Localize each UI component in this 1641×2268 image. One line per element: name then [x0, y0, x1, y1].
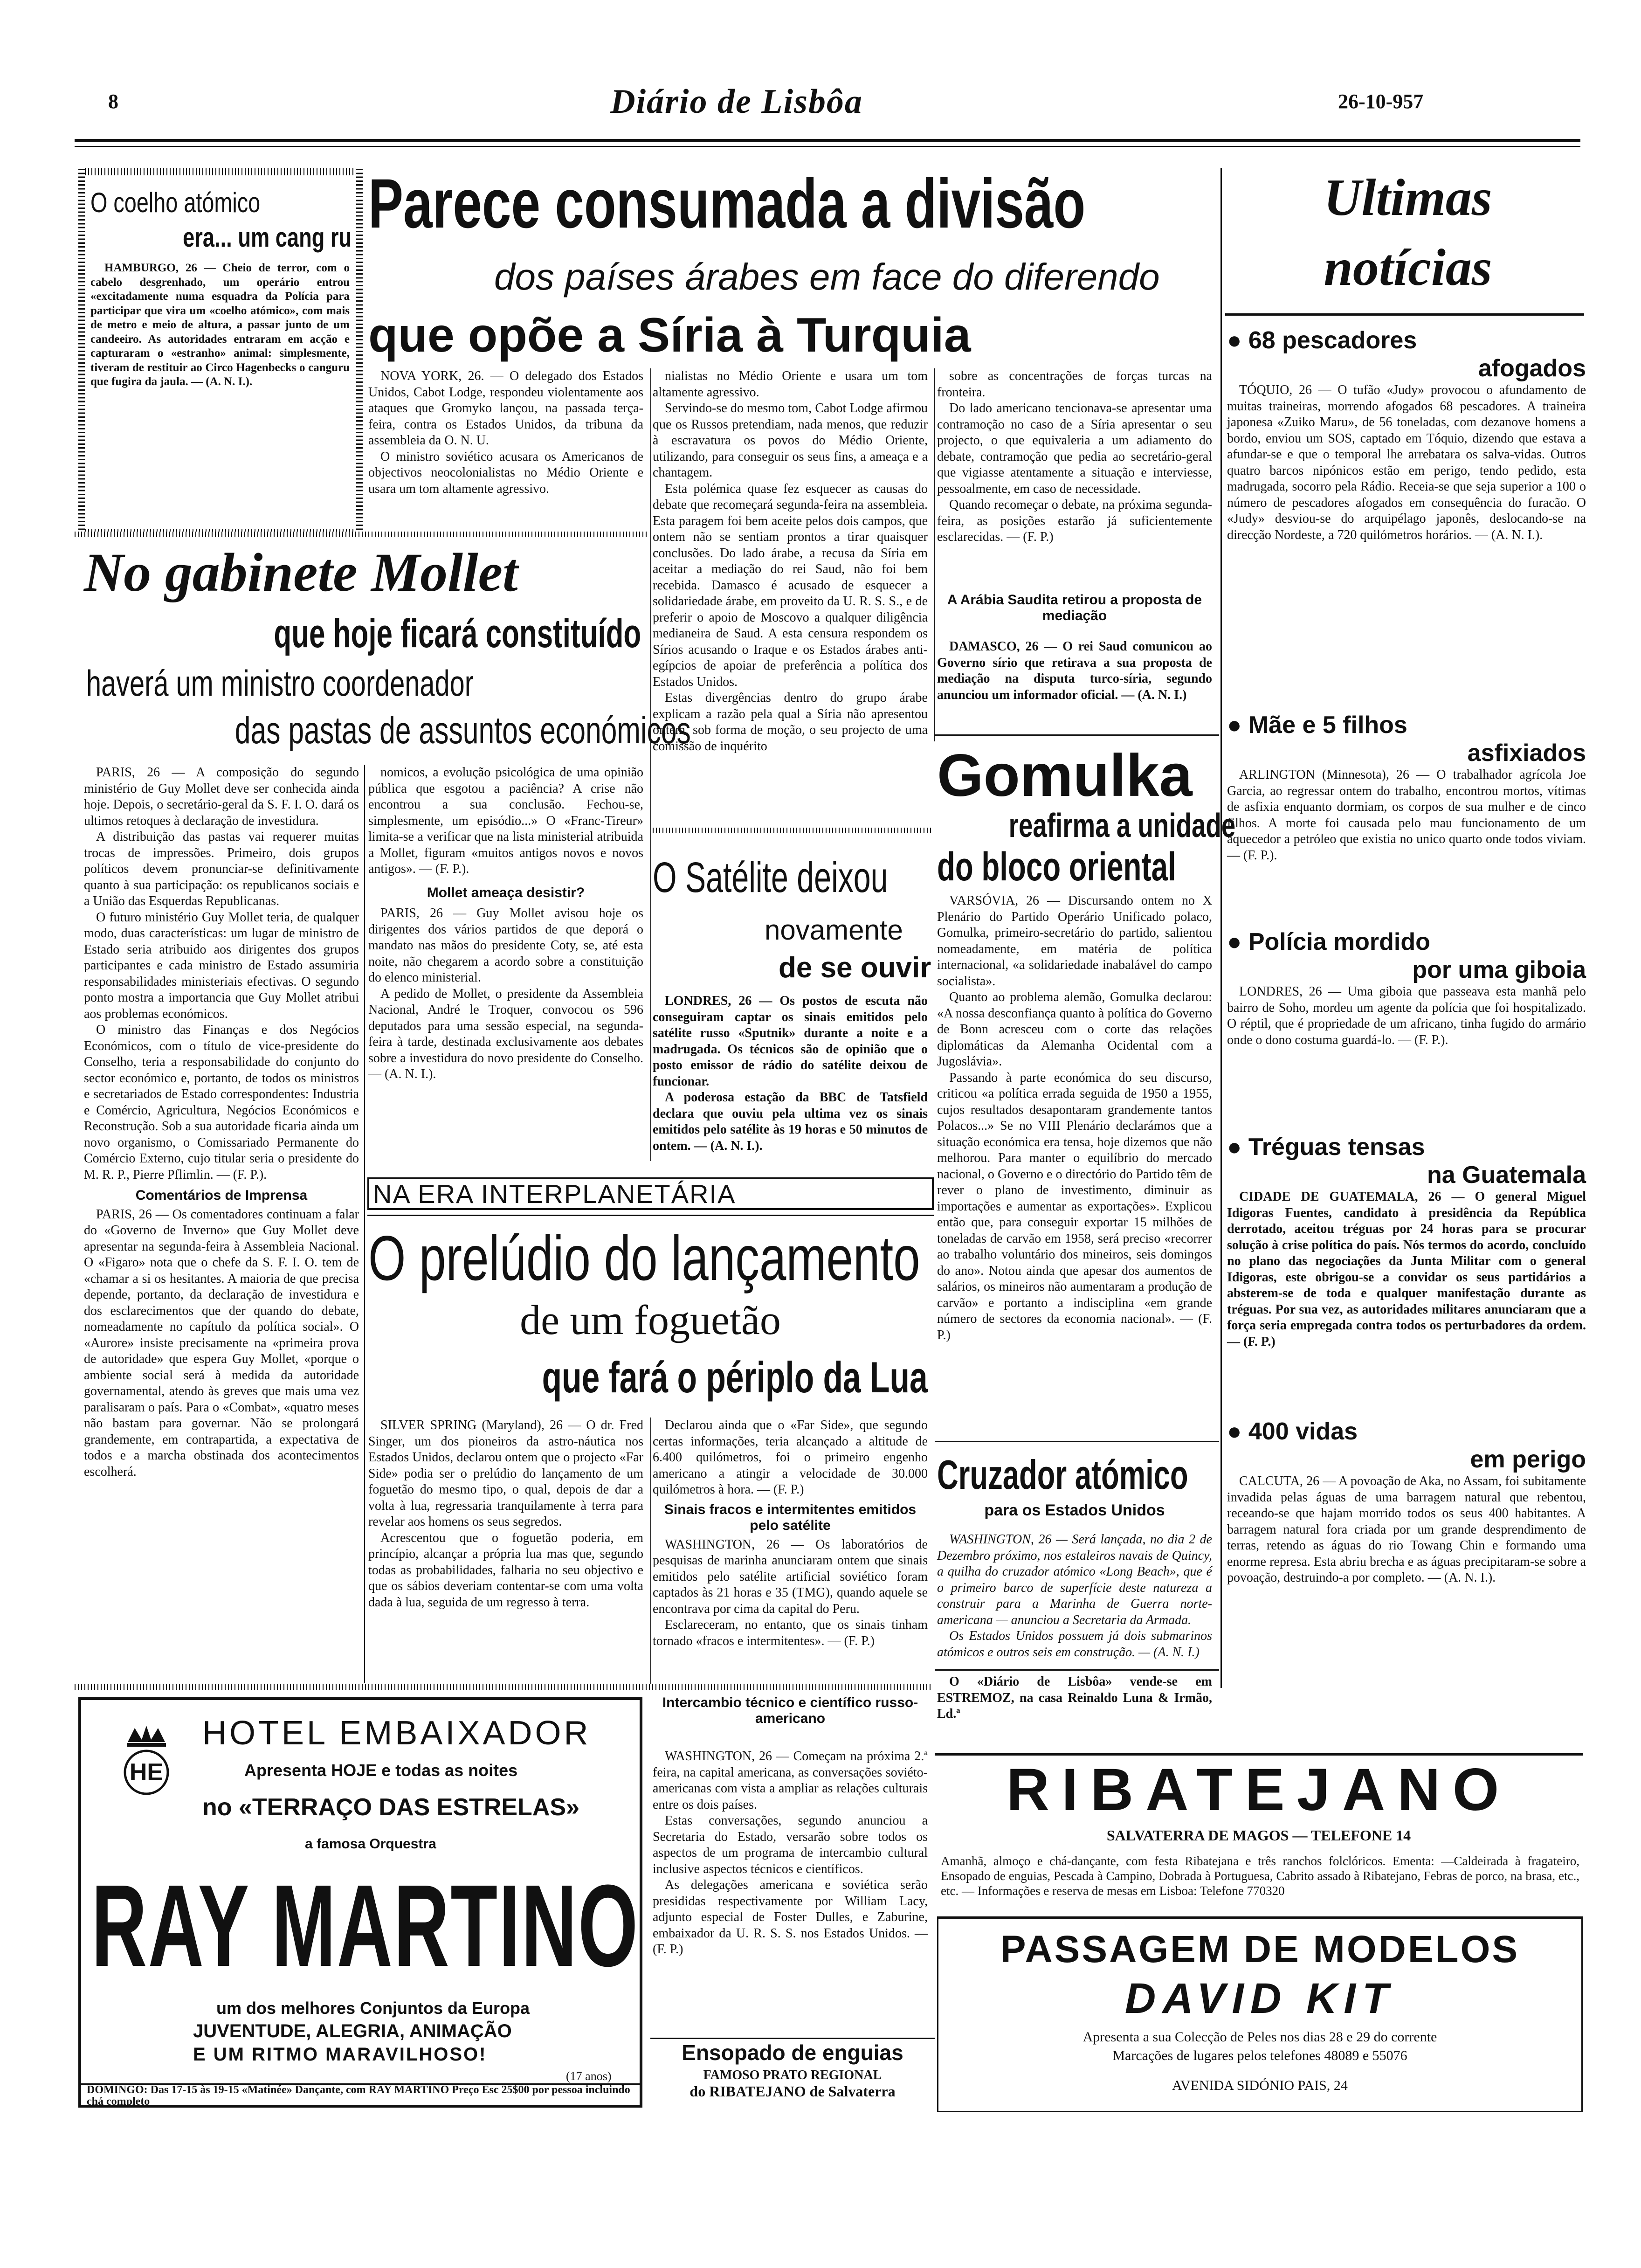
modelos-address: AVENIDA SIDÓNIO PAIS, 24: [1172, 2078, 1348, 2093]
news-item-head-2: afogados: [1478, 355, 1586, 382]
hotel-footer: DOMINGO: Das 17-15 às 19-15 «Matinée» Dançante, com RAY MARTINO Preço Esc 25$00 por pessoa incluindo chá completo: [87, 2084, 630, 2108]
modelos-ad: [937, 1916, 1583, 2112]
siria-headline-2: que opõe a Síria à Turquia: [368, 308, 971, 362]
siria-column-1: [368, 368, 643, 497]
siria-column-2: [653, 368, 928, 754]
paragraph: LONDRES, 26 — Os postos de escuta não conseguiram captar os sinais emitidos pelo satélite russo «Sputnik» durante a noite e a madrugada. Os técnicos são de opinião que o posto emissor de rádio do satélite deixou de funcionar.: [653, 994, 928, 1089]
hotel-line-6: E UM RITMO MARAVILHOSO!: [193, 2044, 487, 2065]
column-rule: [364, 765, 365, 1683]
ensopado-title: Ensopado de enguias: [682, 2040, 903, 2065]
paragraph: As delegações americana e soviética serão presididas respectivamente por William Lacy, adjunto especial de Foster Dulles, e Zaburine, embaixador da U. R. S. S. nos Estados Unidos. — (F. P.): [653, 1878, 928, 1957]
divider: [935, 734, 1219, 736]
column-rule: [1220, 168, 1222, 1688]
hotel-band: RAY MARTINO: [91, 1860, 640, 1991]
masthead-rule: [75, 139, 1580, 142]
cruzador-body: [937, 1532, 1212, 1660]
siria-divider: [75, 532, 648, 537]
sinais-title: Sinais fracos e intermitentes emitidos pelo satélite: [664, 1501, 917, 1533]
mollet-head-4: [75, 709, 691, 753]
divider: [650, 2038, 935, 2039]
ensopado-line-2: do RIBATEJANO de Salvaterra: [689, 2083, 896, 2100]
foguetao-head-3: [368, 1352, 928, 1403]
foguetao-column-1: [368, 1418, 643, 1611]
ribatejano-body: Amanhã, almoço e chá-dançante, com festa Ribatejana e três ranchos folclóricos. Ementa: —Caldeirada à fragateiro, Ensopado de enguias, Pescada à Campino, Dobrada à Portuguesa, Cabrito assado à Ribatejano, Febras de porco, na brasa, etc., etc. — Informações e reserva de mesas em Lisboa: Telefone 770320: [941, 1854, 1579, 1898]
comentarios-title: Comentários de Imprensa: [135, 1188, 308, 1203]
paragraph: Do lado americano tencionava-se apresentar uma contramoção no caso de a Síria apresentar o seu projecto, o que equivaleria a um adiamento do debate, contramoção que pedia ao secretário-geral que vigiasse atentamente a situação e interviesse, pessoalmente, em caso de necessidade.: [937, 401, 1212, 496]
news-item-body: LONDRES, 26 — Uma giboia que passeava esta manhã pelo bairro de Soho, mordeu um agente da polícia que foi hospitalizado. O réptil, que é propriedade de um africano, tinha fugido do armário onde o dono costuma guardá-lo. — (F. P.).: [1227, 984, 1586, 1047]
arabia-body: DAMASCO, 26 — O rei Saud comunicou ao Governo sírio que retirava a sua proposta de mediação na disputa turco-síria, segundo anunciou um informador oficial. — (A. N. I.): [937, 639, 1212, 702]
intercambio-title: Intercambio técnico e científico russo-americano: [662, 1695, 918, 1726]
paragraph: O futuro ministério Guy Mollet teria, de qualquer modo, duas características: um lugar de ministro de Estado seria atribuido aos dirigentes dos grupos participantes e cada ministro de Estado assumiria responsabilidades ministeriais efectivas. O segundo ponto mostra a importancia que Guy Mollet atribui aos problemas económicos.: [84, 910, 359, 1021]
page-number: 8: [108, 90, 118, 113]
coelho-body: HAMBURGO, 26 — Cheio de terror, com o cabelo desgrenhado, um operário entrou «excitadamente numa esquadra da Polícia para participar que vira um «coelho atómico», com mais de metro e meio de altura, a passar junto de um candeeiro. As autoridades entraram em acção e capturaram o «estranho» animal: simplesmente, tiveram de restituir ao Circo Hagenbecks o canguru que fugira da jaula. — (A. N. I.).: [90, 262, 350, 388]
foguetao-head-3-text: que fará o périplo da Lua: [542, 1353, 928, 1402]
paragraph: sobre as concentrações de forças turcas na fronteira.: [937, 369, 1212, 400]
cruzador-title-2: para os Estados Unidos: [984, 1501, 1165, 1519]
coelho-box: [78, 168, 363, 536]
news-item-body: TÓQUIO, 26 — O tufão «Judy» provocou o afundamento de muitas traineiras, morrendo afogados 68 pescadores. A traineira japonesa «Zuiko Maru», de 56 toneladas, com dezanove homens a bordo, enviou um SOS, captado em Tóquio, dizendo que estava a afundar-se e que o temporal lhe arrebatara os salva-vidas. Outros quatro barcos nipónicos estão em perigo, tendo pedido, esta madrugada, socorro pela Rádio. Receia-se que seja superior a 100 o número de pescadores afogados em consequência do furacão. O «Judy» desviou-se do arquipélago japonês, deslocando-se na direcção Nordeste, a 720 quilómetros horários. — (A. N. I.).: [1227, 383, 1586, 542]
news-item-head-2: na Guatemala: [1427, 1162, 1586, 1189]
paragraph: Esta polémica quase fez esquecer as causas do debate que recomeçará segunda-feira na assembleia. Esta paragem foi bem aceite pelos dois campos, que ontem não se sentiam prontos a tirar quaisquer conclusões. Do lado árabe, a recusa da Síria em aceitar a mediação do rei Saud, não foi bem recebida. Damasco é acusado de esquecer a solidariedade árabe, em proveito da U. R. S. S., e de preferir o apoio de Moscovo a qualquer diligência medianeira de Saud. A esta censura respondem os Sírios acusando o Iraque e os Estados árabes anti-egípcios de apoiar de preferência a política dos Estados Unidos.: [653, 481, 928, 689]
ensopado-box: [653, 2040, 932, 2100]
ribatejano-subtitle: SALVATERRA DE MAGOS — TELEFONE 14: [1106, 1827, 1411, 1844]
news-item-head-2: por uma giboia: [1412, 956, 1586, 983]
paragraph: Servindo-se do mesmo tom, Cabot Lodge afirmou que os Russos pretendiam, nada menos, que reduzir à escravatura os povos do Médio Oriente, utilizando, para conseguir os seus fins, a ameaça e a chantagem.: [653, 401, 928, 480]
news-item-head: ● 400 vidas: [1227, 1418, 1358, 1445]
paragraph: NOVA YORK, 26. — O delegado dos Estados Unidos, Cabot Lodge, respondeu violentamente aos ataques que Gromyko lançou, na passada terça-feira, contra os Estados Unidos, da tribuna da assembleia da O. N. U.: [368, 369, 643, 448]
paragraph: O ministro das Finanças e dos Negócios Económicos, com o título de vice-presidente do Conselho, teria a responsabilidade do conjunto do sector económico e, portanto, de todos os ministros e secretariados de Estado correspondentes: Industria e Comércio, Agricultura, Negócios Económicos e Reconstrução. Sob a sua autoridade ficaria ainda um novo organismo, o Comissariado Permanente do Comércio Externo, cujo titular seria o presidente do M. R. P., Pierre Pflimlin. — (F. P.).: [84, 1023, 359, 1182]
satelite-title: O Satélite deixou: [653, 854, 888, 901]
news-item-head: ● Mãe e 5 filhos: [1227, 712, 1407, 739]
modelos-line-1: Apresenta a sua Colecção de Peles nos dias 28 e 29 do corrente: [1083, 2029, 1437, 2045]
paragraph: Estas conversações, segundo anunciou a Secretaria do Estado, versarão sobre todos os aspectos de um programa de intercambio cultural inclusive aspectos técnicos e científicos.: [653, 1813, 928, 1876]
paragraph: A distribuição das pastas vai requerer muitas trocas de impressões. Primeiro, dois grupos políticos devem pronunciar-se definitivamente quanto à sua participação: os republicanos sociais e a União das Esquerdas Republicanas.: [84, 830, 359, 908]
news-item: [1227, 928, 1586, 1133]
paragraph: WASHINGTON, 26 — Começam na próxima 2.ª feira, na capital americana, as conversações soviéto-americanas com vista a ampliar as relações culturais entre os dois países.: [653, 1749, 928, 1812]
gomulka-head-2: [937, 807, 1236, 845]
ultimas-title: Ultimas: [1324, 169, 1492, 227]
paragraph: Passando à parte económica do seu discurso, criticou «a política errada seguida de 1950 a 1955, cujos resultados desapontaram grandemente tantos Polacos...» Se no VIII Plenário declarámos que a situação económica era tensa, hoje dizemos que não melhorou. Para manter o equilíbrio do mercado nacional, o Governo e o directório do Partido têm de rever o plano de investimento, diminuir as importações e aumentar as exportações». Explicou então que, para conseguir exportar 15 milhões de toneladas de carvão em 1958, será preciso «recorrer ao trabalho voluntário dos mineiros, seis domingos do ano». Notou ainda que apesar dos aumentos de salários, os mineiros não aumentaram a produção de carvão» e portanto a indisciplina «em grande número de sectores da economia nacional». — (F. P.): [937, 1070, 1212, 1342]
column-rule: [934, 368, 935, 741]
hotel-logo-text: HE: [129, 1759, 164, 1786]
hotel-title: HOTEL EMBAIXADOR: [202, 1715, 591, 1752]
masthead-rule-thin: [75, 146, 1580, 147]
hotel-age: (17 anos): [566, 2069, 612, 2083]
news-item: [1227, 1418, 1586, 1586]
desistir-title: Mollet ameaça desistir?: [427, 885, 585, 900]
gomulka-head-3: do bloco oriental: [937, 844, 1176, 889]
coelho-hatch-top: [85, 168, 356, 175]
mollet-head-2-text: que hoje ficará constituído: [274, 611, 641, 656]
intercambio-body: [653, 1749, 928, 1958]
paragraph: Quando recomeçar o debate, na próxima segunda-feira, as posições estarão já suficientemente esclarecidas. — (F. P.): [937, 498, 1212, 544]
siria-column-3: [937, 368, 1212, 546]
satelite-body: [653, 993, 928, 1154]
mollet-column-2: [368, 765, 643, 1083]
hotel-line-5: JUVENTUDE, ALEGRIA, ANIMAÇÃO: [193, 2021, 512, 2041]
news-item-head: ● 68 pescadores: [1227, 327, 1417, 354]
foguetao-headline: O prelúdio do lançamento: [368, 1223, 920, 1293]
hotel-line-1: Apresenta HOJE e todas as noites: [244, 1761, 518, 1780]
paragraph: nomicos, a evolução psicológica de uma opinião pública que esgotou a paciência? A crise não encontrou a sua conclusão. Fechou-se, simplesmente, um episódio...» O «Franc-Tireur» limita-se a verificar que na lista ministerial atribuida a Mollet, figuram «muitos antigos novos e novos antigos». — (F. P.).: [368, 765, 643, 876]
news-item-body: CIDADE DE GUATEMALA, 26 — O general Miguel Idigoras Fuentes, candidato à presidência da República derrotado, aceitou tréguas por 24 horas para se procurar solução à crise política do país. Nós termos do acordo, concluído no plano das negociações da Junta Militar com o general Idigoras, este obrigou-se a convidar os seus partidários a absterem-se de toda e qualquer manifestação durante as tréguas. Por sua vez, as autoridades militares anunciaram que a força seria empregada contra todos os perturbadores da ordem. — (F. P.): [1227, 1189, 1586, 1349]
news-item-body: CALCUTA, 26 — A povoação de Aka, no Assam, foi subitamente invadida pelas águas de uma barragem natural que rebentou, receando-se que hajam morrido todos os seus 400 habitantes. A barragem natural fora criada por um grande desprendimento de terras, retendo as águas do rio Towang Chin e formando uma enorme represa. Esta abriu brecha e as águas precipitaram-se sobre a povoação, destruindo-a por completo. — (A. N. I.).: [1227, 1474, 1586, 1585]
paragraph: SILVER SPRING (Maryland), 26 — O dr. Fred Singer, um dos pioneiros da astro-náutica nos Estados Unidos, declarou ontem que o projecto «Far Side» podia ser o prelúdio do lançamento de um foguetão do mesmo tipo, o qual, depois de dar a volta à lua, regressaria tranquilamente à terra para revelar aos homens os seus segredos.: [368, 1418, 643, 1529]
gomulka-head-2-text: reafirma a unidade: [1008, 807, 1236, 844]
paragraph: PARIS, 26 — A composição do segundo ministério de Guy Mollet deve ser conhecida ainda hoje. Depois, o secretário-geral da S. F. I. O. dará os ultimos retoques à declaração de investidura.: [84, 765, 359, 828]
hotel-logo: [118, 1723, 174, 1798]
satelite-title-2: novamente: [765, 914, 903, 946]
news-item-head-2: em perigo: [1470, 1446, 1586, 1473]
masthead-title: Diário de Lisbôa: [610, 83, 863, 121]
modelos-line-2: Marcações de lugares pelos telefones 48089 e 55076: [1112, 2048, 1407, 2063]
paragraph: Os Estados Unidos possuem já dois submarinos atómicos e outros seis em construção. — (A. N. I.): [937, 1629, 1212, 1660]
mollet-head-4-text: das pastas de assuntos económicos: [234, 709, 691, 752]
cruzador-title: Cruzador atómico: [937, 1452, 1188, 1498]
foguetao-kicker: NA ERA INTERPLANETÁRIA: [373, 1179, 736, 1209]
divider: [75, 1684, 932, 1690]
arabia-title: A Arábia Saudita retirou a proposta de mediação: [947, 592, 1202, 623]
masthead-date: 26-10-957: [1338, 90, 1424, 113]
news-item-head: ● Polícia mordido: [1227, 928, 1430, 955]
news-item-head: ● Tréguas tensas: [1227, 1134, 1425, 1161]
news-item: [1227, 326, 1586, 711]
hotel-line-4: um dos melhores Conjuntos da Europa: [216, 1998, 530, 2018]
siria-headline: Parece consumada a divisão: [368, 164, 1086, 242]
paragraph: Esclareceram, no entanto, que os sinais tinham tornado «fracos e intermitentes». — (F. P.): [653, 1618, 928, 1648]
paragraph: PARIS, 26 — Guy Mollet avisou hoje os dirigentes dos vários partidos de que deporá o mandato nas mãos do presidente Coty, se, até esta noite, não chegarem a acordo sobre a constituição do elenco ministerial.: [368, 906, 643, 985]
paragraph: PARIS, 26 — Os comentadores continuam a falar do «Governo de Inverno» que Guy Mollet deve apresentar na segunda-feira à Assembleia Nacional. O «Figaro» nota que o chefe da S. F. I. O. tem de «chamar a si os hesitantes. A maioria de que precisa depende, portanto, da declaração de investidura e dos esclarecimentos que der quando do debate, nomeadamente no capítulo da política social». O «Aurore» insiste precisamente na «primeira prova de autoridade» que espera Guy Mollet, «porque o ambiente social será à medida da autoridade governamental, atendo às greves que mais uma vez paralisaram o país. Para o «Combat», «quatro meses não bastam para governar. Não se prolongará grandemente, em contrapartida, a expectativa de todos e a marcha obstinada dos acontecimentos escolherá.: [84, 1207, 359, 1479]
divider: [1225, 313, 1584, 316]
ensopado-line-1: FAMOSO PRATO REGIONAL: [703, 2068, 882, 2082]
news-item: [1227, 1133, 1586, 1418]
siria-subhead: dos países árabes em face do diferendo: [494, 256, 1160, 297]
paragraph: WASHINGTON, 26 — Os laboratórios de pesquisas de marinha anunciaram ontem que sinais emitidos pelo satélite artificial soviético foram captados às 21 horas e 35 (TMG), quando aquele se encontrava por cima da capital do Peru.: [653, 1537, 928, 1616]
ultimas-list: [1227, 326, 1586, 1586]
modelos-title: PASSAGEM DE MODELOS: [1000, 1928, 1520, 1971]
diario-note: O «Diário de Lisbôa» vende-se em ESTREMOZ, na casa Reinaldo Luna & Irmão, Ld.ª: [937, 1674, 1212, 1721]
divider: [935, 1441, 1219, 1442]
coelho-title: O coelho atómico: [90, 187, 261, 218]
ribatejano-title: RIBATEJANO: [1006, 1756, 1511, 1823]
paragraph: A poderosa estação da BBC de Tatsfield declara que ouviu pela ultima vez os sinais emitidos pelo satélite às 19 horas e 50 minutos de ontem. — (A. N. I.).: [653, 1090, 928, 1153]
mollet-head-2: [75, 611, 641, 657]
paragraph: O ministro soviético acusara os Americanos de objectivos neocolonialistas no Médio Oriente e usara um tom altamente agressivo.: [368, 449, 643, 496]
column-rule: [650, 1418, 651, 1688]
paragraph: Acrescentou que o foguetão poderia, em princípio, alcançar a própria lua mas que, segundo todas as probabilidades, falharia no seu objectivo e que os sábios deveriam contentar-se com uma volta dada à lua, seguida de um regresso à terra.: [368, 1530, 643, 1610]
paragraph: nialistas no Médio Oriente e usara um tom altamente agressivo.: [653, 369, 928, 400]
news-item-body: ARLINGTON (Minnesota), 26 — O trabalhador agrícola Joe Garcia, ao regressar ontem do trabalho, encontrou mortos, vítimas de asfixia enquanto dormiam, os corpos de sua mulher e de cinco filhos. A morte foi causada pelo mau funcionamento de um aquecedor a petróleo que existia no unico quarto onde todos viviam. — (F. P.).: [1227, 768, 1586, 863]
gomulka-body: [937, 893, 1212, 1343]
paragraph: WASHINGTON, 26 — Será lançada, no dia 2 de Dezembro próximo, nos estaleiros navais de Quincy, a quilha do cruzador atómico «Long Beach», que é o primeiro barco de superfície deste natureza a construir para a Marinha de Guerra norte-americana — anunciou a Secretaria da Armada.: [937, 1532, 1212, 1627]
divider: [367, 1215, 934, 1216]
paragraph: A pedido de Mollet, o presidente da Assembleia Nacional, André le Troquer, convocou os 596 deputados para uma sessão especial, na segunda-feira à tarde, destinada exclusivamente aos debates sobre a investidura do novo presidente do Conselho. — (A. N. I.).: [368, 986, 643, 1081]
mollet-column-1: [84, 765, 359, 1480]
mollet-headline: No gabinete Mollet: [84, 542, 518, 603]
paragraph: Quanto ao problema alemão, Gomulka declarou: «A nossa desconfiança quanto à política do Governo de Bonn acresceu com o corte das relações diplomáticas da Alemanha Ocidental com a Jugoslávia».: [937, 990, 1212, 1069]
paragraph: VARSÓVIA, 26 — Discursando ontem no X Plenário do Partido Operário Unificado polaco, Gomulka, primeiro-secretário do partido, salientou nomeadamente, em matéria de política internacional, «a solidariedade inabalável do campo socialista».: [937, 893, 1212, 989]
satelite-title-3: de se ouvir: [779, 952, 931, 984]
foguetao-head-2: de um foguetão: [520, 1297, 781, 1343]
mollet-head-3: haverá um ministro coordenador: [86, 663, 474, 704]
gomulka-headline: Gomulka: [937, 742, 1193, 809]
news-item-head-2: asfixiados: [1467, 740, 1586, 767]
column-rule: [650, 368, 651, 1161]
paragraph: Declarou ainda que o «Far Side», que segundo certas informações, teria alcançado a altitude de 6.400 quilómetros, foi o primeiro engenho americano a atingir a velocidade de 30.000 quilómetros à hora. — (F. P.): [653, 1418, 928, 1497]
paragraph: Estas divergências dentro do grupo árabe explicam a razão pela qual a Síria não apresentou ontem, sob forma de moção, o seu projecto de uma comissão de inquérito: [653, 691, 928, 754]
modelos-brand: DAVID KIT: [1124, 1975, 1395, 2022]
ultimas-title-2: notícias: [1324, 239, 1492, 297]
news-item: [1227, 711, 1586, 928]
hotel-line-2: no «TERRAÇO DAS ESTRELAS»: [202, 1794, 579, 1821]
satelite-hatch: [653, 828, 932, 833]
foguetao-column-2: [653, 1418, 928, 1649]
divider: [935, 1669, 1219, 1671]
hotel-line-3: a famosa Orquestra: [305, 1836, 436, 1852]
hotel-ad: [78, 1697, 642, 2108]
coelho-title-2: era... um cang ru: [182, 222, 352, 253]
